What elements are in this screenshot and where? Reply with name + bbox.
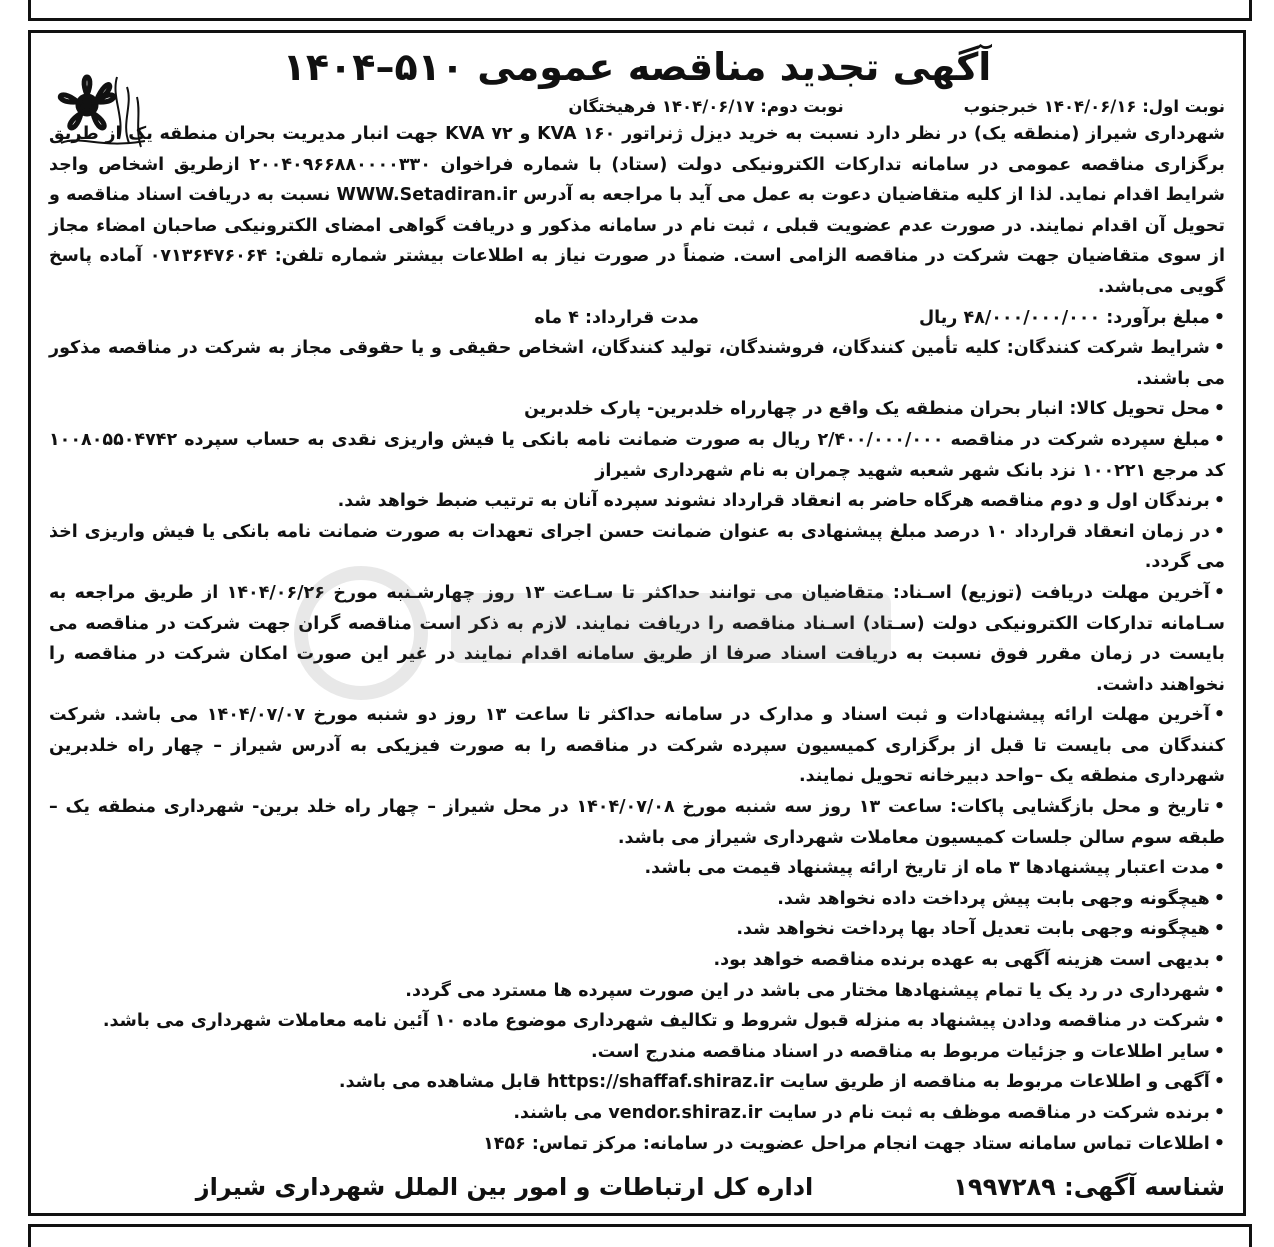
list-item: • در زمان انعقاد قرارداد ۱۰ درصد مبلغ پیشنهادی به عنوان ضمانت حسن اجرای تعهدات به صورت ضمانت نامه بانکی یا فیش واریزی اخذ می گردد. <box>49 517 1225 578</box>
list-item: • محل تحویل کالا: انبار بحران منطقه یک واقع در چهارراه خلدبرین- پارک خلدبرین <box>49 394 1225 425</box>
conditions-list <box>49 303 1225 1160</box>
estimate-amount: • مبلغ برآورد: ۴۸/۰۰۰/۰۰۰/۰۰۰ ریال <box>918 307 1210 328</box>
list-item: • بدیهی است هزینه آگهی به عهده برنده مناقصه خواهد بود. <box>49 945 1225 976</box>
page-title: آگهی تجدید مناقصه عمومی ۵۱۰–۱۴۰۴ <box>282 45 992 89</box>
list-item: • مبلغ سپرده شرکت در مناقصه ۲/۴۰۰/۰۰۰/۰۰۰ ریال به صورت ضمانت نامه بانکی یا فیش واریزی نقدی به حساب سپرده ۱۰۰۸۰۵۵۰۴۷۴۲ کد مرجع ۱۰۰۲۲۱ نزد بانک شهر شعبه شهید چمران به نام شهرداری شیراز <box>49 425 1225 486</box>
issuing-office: اداره کل ارتباطات و امور بین الملل شهرداری شیراز <box>195 1173 814 1201</box>
advertisement-content <box>49 41 1225 1207</box>
list-item: • هیچگونه وجهی بابت تعدیل آحاد بها پرداخت نخواهد شد. <box>49 914 1225 945</box>
estimate-duration-row <box>49 303 1225 334</box>
list-item: • شهرداری در رد یک یا تمام پیشنهادها مختار می باشد در این صورت سپرده ها مسترد می گردد. <box>49 976 1225 1007</box>
list-item: • اطلاعات تماس سامانه ستاد جهت انجام مراحل عضویت در سامانه: مرکز تماس: ۱۴۵۶ <box>49 1129 1225 1160</box>
list-item: • شرکت در مناقصه ودادن پیشنهاد به منزله قبول شروط و تکالیف شهرداری موضوع ماده ۱۰ آئین نامه معاملات شهرداری می باشد. <box>49 1006 1225 1037</box>
advertisement-frame <box>28 30 1246 1216</box>
list-item: • تاریخ و محل بازگشایی پاکات: ساعت ۱۳ روز سه شنبه مورخ ۱۴۰۴/۰۷/۰۸ در محل شیراز – چهار راه خلد برین- شهرداری منطقه یک – طبقه سوم سالن جلسات کمیسیون معاملات شهرداری شیراز می باشد. <box>49 792 1225 853</box>
advertisement-id: شناسه آگهی: ۱۹۹۷۲۸۹ <box>953 1173 1225 1201</box>
top-border-strip <box>28 0 1252 21</box>
list-item: • مدت اعتبار پیشنهادها ۳ ماه از تاریخ ارائه پیشنهاد قیمت می باشد. <box>49 853 1225 884</box>
contract-duration: مدت قرارداد: ۴ ماه <box>534 307 699 328</box>
list-item: • برندگان اول و دوم مناقصه هرگاه حاضر به انعقاد قرارداد نشوند سپرده آنان به ترتیب ضبط خواهد شد. <box>49 486 1225 517</box>
list-item: • برنده شرکت در مناقصه موظف به ثبت نام در سایت vendor.shiraz.ir می باشند. <box>49 1098 1225 1129</box>
advertisement-footer <box>49 1169 1225 1205</box>
second-notice: نوبت دوم: ۱۴۰۴/۰۶/۱۷ فرهیختگان <box>568 97 844 116</box>
list-item: • شرایط شرکت کنندگان: کلیه تأمین کنندگان، فروشندگان، تولید کنندگان، اشخاص حقیقی و یا حقوقی مجاز به شرکت در مناقصه مذکور می باشند. <box>49 333 1225 394</box>
list-item: • آگهی و اطلاعات مربوط به مناقصه از طریق سایت https://shaffaf.shiraz.ir قابل مشاهده می باشد. <box>49 1067 1225 1098</box>
intro-paragraph: شهرداری شیراز (منطقه یک) در نظر دارد نسبت به خرید دیزل ژنراتور KVA ۱۶۰ و KVA ۷۲ جهت انبار مدیریت بحران منطقه یک از طریق برگزاری مناقصه عمومی در سامانه تدارکات الکترونیکی دولت (ستاد) با شماره فراخوان ۲۰۰۴۰۹۶۶۸۸۰۰۰۰۳۳۰ ازطریق اشخاص واجد شرایط اقدام نماید. لذا از کلیه متقاضیان دعوت به عمل می آید با مراجعه به آدرس WWW.Setadiran.ir نسبت به دریافت اسناد مناقصه و تحویل آن اقدام نمایند. در صورت عدم عضویت قبلی ، ثبت نام در سامانه مذکور و دریافت گواهی امضای الکترونیکی صاحبان امضاء مجاز از سوی متقاضیان جهت شرکت در مناقصه الزامی است. ضمناً در صورت نیاز به اطلاعات بیشتر شماره تلفن: ۰۷۱۳۶۴۷۶۰۶۴ آماده پاسخ گویی می‌باشد. <box>49 124 1225 297</box>
list-item: • سایر اطلاعات و جزئیات مربوط به مناقصه در اسناد مناقصه مندرج است. <box>49 1037 1225 1068</box>
publication-notices <box>49 95 1225 119</box>
list-item: • هیچگونه وجهی بابت پیش پرداخت داده نخواهد شد. <box>49 884 1225 915</box>
list-item: • آخرین مهلت دریافت (توزیع) اسـناد: متقاضیان می توانند حداکثر تا سـاعت ۱۳ روز چهارشـنبه مورخ ۱۴۰۴/۰۶/۲۶ از طریق مراجعه به سـامانه تدارکات الکترونیکی دولت (سـتاد) اسـناد مناقصه را دریافت نمایند. لازم به ذکر است مناقصه گران جهت شرکت در مناقصه می بایست در زمان مقرر فوق نسبت به دریافت اسناد صرفا از طریق سامانه اقدام نمایند در غیر این صورت امکان شرکت در مناقصه را نخواهند داشت. <box>49 578 1225 700</box>
first-notice: نوبت اول: ۱۴۰۴/۰۶/۱۶ خبرجنوب <box>963 97 1225 116</box>
list-item: • آخرین مهلت ارائه پیشنهادات و ثبت اسناد و مدارک در سامانه حداکثر تا ساعت ۱۳ روز دو شنبه مورخ ۱۴۰۴/۰۷/۰۷ می باشد. شرکت کنندگان می بایست تا قبل از برگزاری کمیسیون سپرده شرکت در مناقصه را به صورت فیزیکی به آدرس شیراز – چهار راه خلدبرین شهرداری منطقه یک –واحد دبیرخانه تحویل نمایند. <box>49 700 1225 792</box>
